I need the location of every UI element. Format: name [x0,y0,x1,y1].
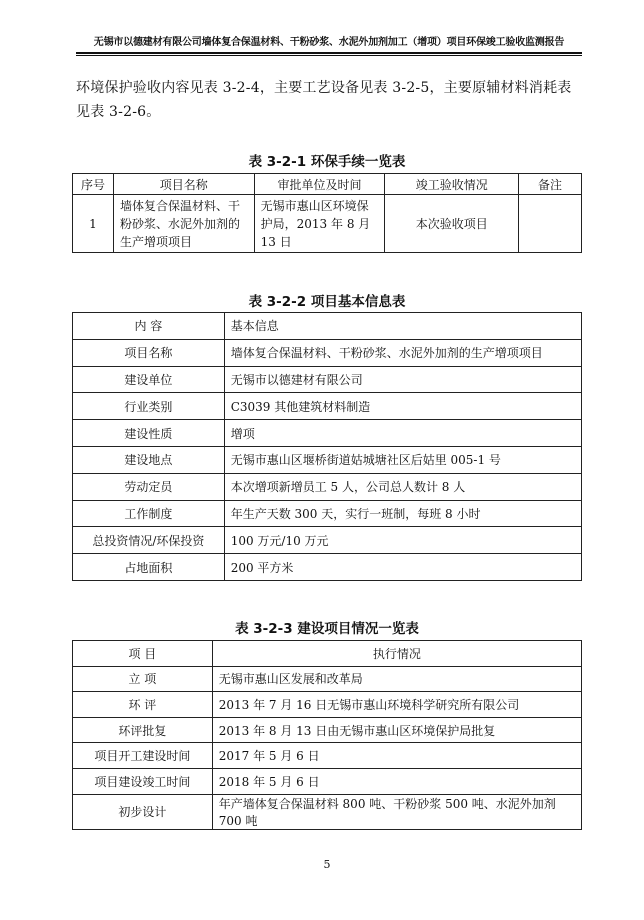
table1-row [73,195,582,253]
table2-label-cell: 建设性质 [73,420,225,447]
table3-header-cell: 项 目 [73,641,213,667]
table2-value-cell: 增项 [224,420,581,447]
table3 [72,640,582,830]
header-rule-thin [76,55,582,56]
table2-row [73,527,582,554]
table3-label-cell: 项目建设竣工时间 [73,768,213,794]
table3-label-cell: 立 项 [73,666,213,692]
table1-header-cell: 项目名称 [113,174,254,195]
table1-header-cell: 审批单位及时间 [254,174,385,195]
table2-label-cell: 占地面积 [73,554,225,581]
table1-cell [519,195,582,253]
table1-cell: 墙体复合保温材料、干粉砂浆、水泥外加剂的生产增项项目 [113,195,254,253]
table3-row [73,794,582,829]
table2-value-cell: 本次增项新增员工 5 人，公司总人数计 8 人 [224,473,581,500]
table3-row [73,743,582,769]
table1-cell: 本次验收项目 [385,195,519,253]
table3-row [73,768,582,794]
table2-row [73,554,582,581]
table1 [72,173,582,253]
table2-label-cell: 劳动定员 [73,473,225,500]
table2-header-cell: 基本信息 [224,313,581,340]
table2-row [73,393,582,420]
table1-caption: 表 3-2-1 环保手续一览表 [248,154,406,170]
header-rule [76,52,582,54]
table3-row [73,692,582,718]
table2-value-cell: 墙体复合保温材料、干粉砂浆、水泥外加剂的生产增项项目 [224,339,581,366]
table1-header-row [73,174,582,195]
table3-value-cell: 2018 年 5 月 6 日 [212,768,581,794]
page-header: 无锡市以德建材有限公司墙体复合保温材料、干粉砂浆、水泥外加剂加工（增项）项目环保竣工验收监测报告 [93,37,565,48]
table3-label-cell: 项目开工建设时间 [73,743,213,769]
table2-label-cell: 工作制度 [73,500,225,527]
table3-row [73,717,582,743]
table3-header-cell: 执行情况 [212,641,581,667]
table2-row [73,473,582,500]
table3-value-cell: 2013 年 7 月 16 日无锡市惠山环境科学研究所有限公司 [212,692,581,718]
table3-label-cell: 环 评 [73,692,213,718]
table1-cell: 无锡市惠山区环境保护局，2013 年 8 月 13 日 [254,195,385,253]
table3-label-cell: 环评批复 [73,717,213,743]
table2-value-cell: C3039 其他建筑材料制造 [224,393,581,420]
table3-header-row [73,641,582,667]
table2-label-cell: 行业类别 [73,393,225,420]
intro-paragraph: 环境保护验收内容见表 3-2-4，主要工艺设备见表 3-2-5，主要原辅材料消耗表见表 3-2-6。 [76,80,572,120]
page-number: 5 [323,858,331,871]
table3-value-cell: 无锡市惠山区发展和改革局 [212,666,581,692]
table2-value-cell: 无锡市以德建材有限公司 [224,366,581,393]
table2-row [73,446,582,473]
table2-label-cell: 项目名称 [73,339,225,366]
table1-header-cell: 备注 [519,174,582,195]
table2-row [73,339,582,366]
table2 [72,312,582,581]
table2-row [73,500,582,527]
table2-value-cell: 100 万元/10 万元 [224,527,581,554]
table2-row [73,420,582,447]
table3-value-cell: 年产墙体复合保温材料 800 吨、干粉砂浆 500 吨、水泥外加剂 700 吨 [212,794,581,829]
table2-value-cell: 年生产天数 300 天，实行一班制，每班 8 小时 [224,500,581,527]
table2-label-cell: 建设地点 [73,446,225,473]
table2-header-cell: 内 容 [73,313,225,340]
table2-row [73,366,582,393]
table3-caption: 表 3-2-3 建设项目情况一览表 [235,621,419,637]
table2-caption: 表 3-2-2 项目基本信息表 [248,294,406,310]
table3-value-cell: 2017 年 5 月 6 日 [212,743,581,769]
table2-value-cell: 200 平方米 [224,554,581,581]
table2-label-cell: 总投资情况/环保投资 [73,527,225,554]
table1-cell: 1 [73,195,114,253]
table3-value-cell: 2013 年 8 月 13 日由无锡市惠山区环境保护局批复 [212,717,581,743]
table2-value-cell: 无锡市惠山区堰桥街道姑城塘社区后姑里 005-1 号 [224,446,581,473]
table3-label-cell: 初步设计 [73,794,213,829]
table1-header-cell: 序号 [73,174,114,195]
table1-header-cell: 竣工验收情况 [385,174,519,195]
table2-header-row [73,313,582,340]
table2-label-cell: 建设单位 [73,366,225,393]
table3-row [73,666,582,692]
